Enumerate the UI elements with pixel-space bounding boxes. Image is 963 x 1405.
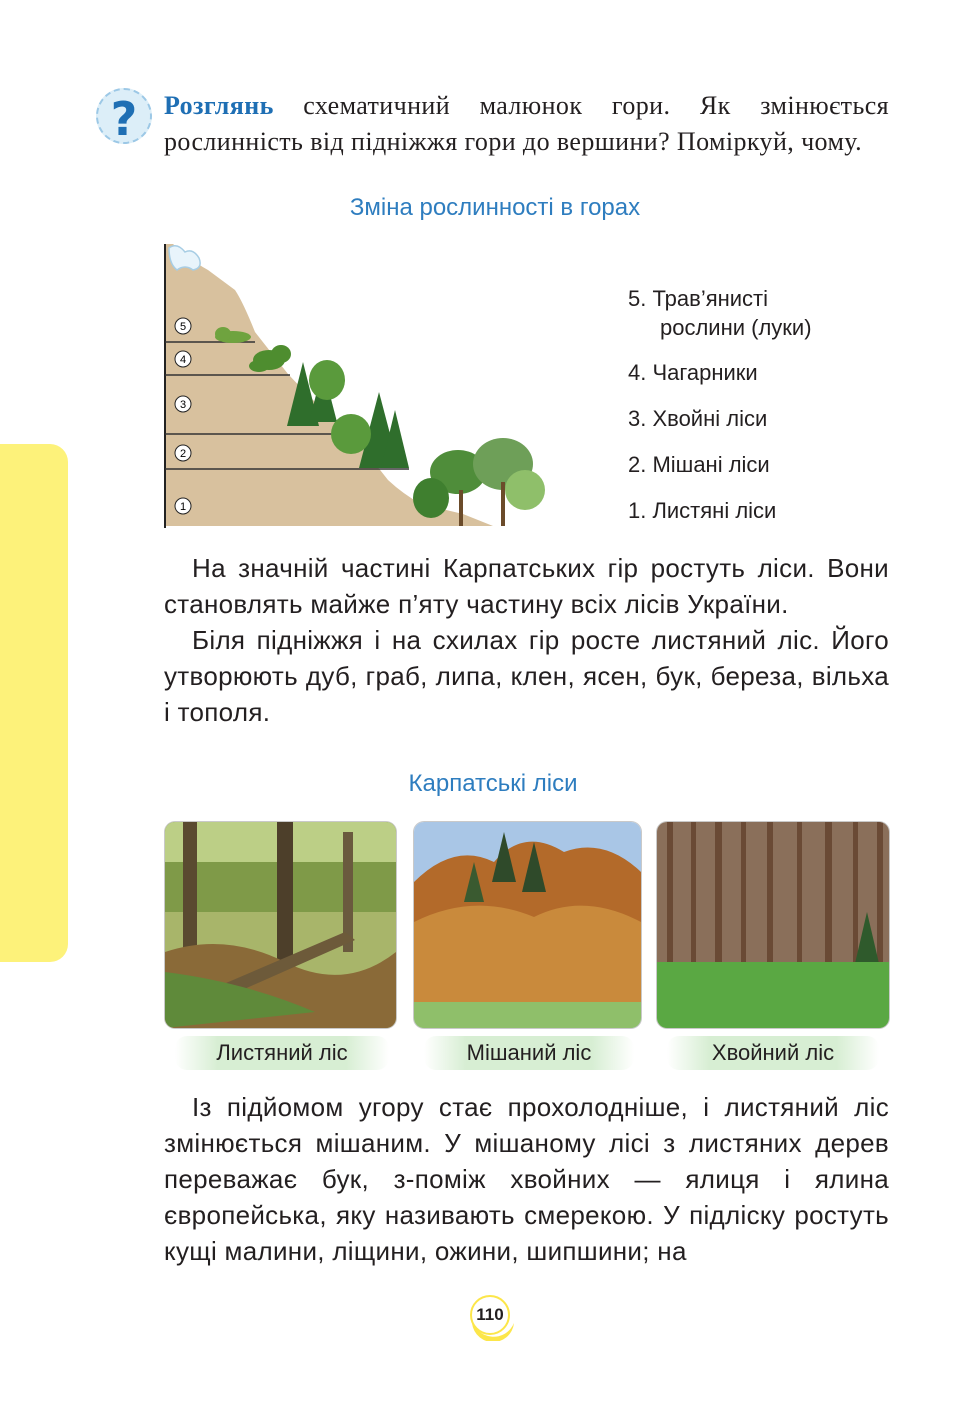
- diagram-caption: Зміна рослинності в горах: [349, 194, 641, 221]
- question-mark-icon: ?: [110, 92, 138, 146]
- paragraph-2: Біля підніжжя і на схилах гір росте листяний ліс. Його утворюють дуб, граб, липа, клен, ясен, бук, береза, вільха і тополя.: [164, 625, 889, 727]
- legend-item-1: 1. Листяні ліси: [628, 498, 777, 523]
- photo-mixed-forest: [414, 822, 641, 1028]
- svg-text:1: 1: [179, 501, 187, 513]
- svg-text:5: 5: [179, 321, 187, 333]
- paragraph-1: На значній частині Карпатських гір ростуть ліси. Вони становлять майже п’яту частину всіх лісів України.: [164, 553, 889, 619]
- legend-item-5-line2: рослини (луки): [660, 315, 812, 340]
- svg-text:4: 4: [179, 354, 187, 366]
- photo-label-deciduous: Листяний ліс: [175, 1036, 389, 1070]
- photo-coniferous-forest: [657, 822, 889, 1028]
- legend-item-5: [628, 284, 812, 342]
- svg-text:3: 3: [179, 399, 187, 411]
- question-badge: [96, 88, 152, 144]
- question-text: [164, 88, 889, 160]
- photo-label-coniferous: Хвойний ліс: [667, 1036, 879, 1070]
- question-lead: Розглянь: [164, 91, 274, 120]
- legend-item-2: 2. Мішані ліси: [628, 452, 770, 477]
- photos-caption: Карпатські ліси: [408, 770, 578, 797]
- question-body: схематичний малюнок гори. Як змінюється рослинність від підніжжя гори до вершини? Поміркуй, чому.: [164, 91, 889, 156]
- mountain-vegetation-diagram: [163, 242, 653, 530]
- legend-item-4: 4. Чагарники: [628, 360, 758, 385]
- svg-text:2: 2: [179, 448, 187, 460]
- legend-item-3: 3. Хвойні ліси: [628, 406, 768, 431]
- photo-deciduous-forest: [165, 822, 396, 1028]
- paragraph-group-1: [164, 550, 889, 730]
- paragraph-3: Із підйомом угору стає прохолодніше, і листяний ліс змінюється мішаним. У мішаному лісі з листяних дерев переважає бук, з-поміж хвойних — ялиця і ялина європейська, яку називають смерекою. У підліску ростуть кущі малини, ліщини, ожини, шипшини; на: [164, 1092, 889, 1266]
- photo-label-mixed: Мішаний ліс: [424, 1036, 634, 1070]
- page-number: 110: [470, 1295, 510, 1335]
- paragraph-group-2: [164, 1089, 889, 1269]
- side-tab-marker: [0, 444, 68, 962]
- page-number-badge: [466, 1289, 518, 1341]
- legend-item-5-line1: 5. Трав’янисті: [628, 286, 769, 311]
